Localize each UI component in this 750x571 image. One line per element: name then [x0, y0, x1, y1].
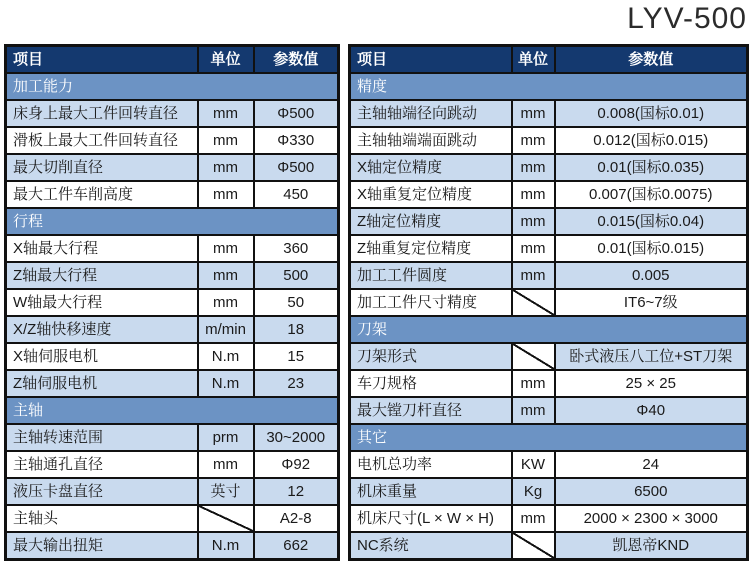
spec-row: [350, 235, 748, 262]
spec-row: [350, 397, 748, 424]
spec-row: [350, 451, 748, 478]
spec-value-cell: 30~2000: [254, 424, 339, 451]
spec-unit-cell: mm: [198, 127, 254, 154]
spec-row: [6, 181, 339, 208]
spec-label-cell: 加工工件尺寸精度: [350, 289, 512, 316]
section-header-row: [350, 73, 748, 100]
spec-row: [350, 505, 748, 532]
spec-value-cell: 50: [254, 289, 339, 316]
spec-row: [6, 370, 339, 397]
spec-label-cell: 最大工件车削高度: [6, 181, 198, 208]
spec-value-cell: 15: [254, 343, 339, 370]
section-header-label: 加工能力: [6, 73, 339, 100]
spec-row: [6, 262, 339, 289]
spec-label-cell: 液压卡盘直径: [6, 478, 198, 505]
spec-row: [350, 478, 748, 505]
spec-row: [6, 316, 339, 343]
column-header-value: 参数值: [254, 46, 339, 74]
spec-value-cell: A2-8: [254, 505, 339, 532]
spec-unit-cell: N.m: [198, 532, 254, 560]
spec-unit-cell: mm: [512, 370, 555, 397]
spec-row: [350, 100, 748, 127]
spec-value-cell: 662: [254, 532, 339, 560]
spec-label-cell: 滑板上最大工件回转直径: [6, 127, 198, 154]
spec-value-cell: Φ330: [254, 127, 339, 154]
section-header-row: [350, 316, 748, 343]
spec-label-cell: 加工工件圆度: [350, 262, 512, 289]
spec-label-cell: X轴伺服电机: [6, 343, 198, 370]
spec-row: [6, 532, 339, 560]
spec-unit-cell: KW: [512, 451, 555, 478]
spec-row: [6, 343, 339, 370]
spec-row: [350, 370, 748, 397]
spec-value-cell: 凯恩帝KND: [555, 532, 748, 560]
spec-value-cell: Φ40: [555, 397, 748, 424]
spec-row: [350, 289, 748, 316]
column-header-item: 项目: [6, 46, 198, 74]
spec-unit-cell: m/min: [198, 316, 254, 343]
section-header-label: 其它: [350, 424, 748, 451]
spec-unit-cell: mm: [512, 235, 555, 262]
spec-label-cell: W轴最大行程: [6, 289, 198, 316]
spec-value-cell: IT6~7级: [555, 289, 748, 316]
section-header-row: [6, 208, 339, 235]
spec-value-cell: Φ92: [254, 451, 339, 478]
spec-row: [6, 289, 339, 316]
table-header-row: [350, 46, 748, 74]
spec-label-cell: X轴最大行程: [6, 235, 198, 262]
spec-label-cell: 机床重量: [350, 478, 512, 505]
spec-label-cell: 刀架形式: [350, 343, 512, 370]
spec-unit-cell: mm: [198, 181, 254, 208]
section-header-row: [350, 424, 748, 451]
spec-value-cell: 0.015(国标0.04): [555, 208, 748, 235]
column-header-unit: 单位: [198, 46, 254, 74]
column-header-value: 参数值: [555, 46, 748, 74]
table-header-row: [6, 46, 339, 74]
page-title: LYV-500: [627, 2, 747, 35]
spec-row: [6, 424, 339, 451]
spec-row: [6, 154, 339, 181]
spec-unit-cell: mm: [512, 397, 555, 424]
spec-label-cell: Z轴定位精度: [350, 208, 512, 235]
spec-value-cell: 24: [555, 451, 748, 478]
spec-value-cell: 360: [254, 235, 339, 262]
column-header-item: 项目: [350, 46, 512, 74]
spec-label-cell: 主轴头: [6, 505, 198, 532]
section-header-label: 精度: [350, 73, 748, 100]
spec-unit-cell: mm: [198, 235, 254, 262]
spec-value-cell: 0.01(国标0.035): [555, 154, 748, 181]
right-spec-table: [348, 44, 749, 561]
spec-row: [350, 154, 748, 181]
spec-unit-cell: mm: [198, 262, 254, 289]
spec-unit-cell: Kg: [512, 478, 555, 505]
spec-row: [6, 451, 339, 478]
column-header-unit: 单位: [512, 46, 555, 74]
spec-label-cell: 主轴轴端径向跳动: [350, 100, 512, 127]
spec-label-cell: 最大切削直径: [6, 154, 198, 181]
spec-value-cell: 500: [254, 262, 339, 289]
spec-label-cell: 主轴通孔直径: [6, 451, 198, 478]
spec-row: [350, 127, 748, 154]
spec-label-cell: 主轴轴端端面跳动: [350, 127, 512, 154]
spec-unit-cell: N.m: [198, 343, 254, 370]
spec-row: [6, 100, 339, 127]
spec-label-cell: Z轴重复定位精度: [350, 235, 512, 262]
spec-unit-cell: mm: [198, 451, 254, 478]
spec-value-cell: 12: [254, 478, 339, 505]
spec-label-cell: X轴重复定位精度: [350, 181, 512, 208]
spec-unit-cell-slash: [512, 532, 555, 560]
section-header-label: 刀架: [350, 316, 748, 343]
spec-label-cell: NC系统: [350, 532, 512, 560]
spec-value-cell: 6500: [555, 478, 748, 505]
spec-value-cell: 卧式液压八工位+ST刀架: [555, 343, 748, 370]
spec-label-cell: X轴定位精度: [350, 154, 512, 181]
spec-value-cell: 0.007(国标0.0075): [555, 181, 748, 208]
spec-unit-cell: mm: [198, 289, 254, 316]
spec-unit-cell-slash: [512, 343, 555, 370]
spec-label-cell: Z轴最大行程: [6, 262, 198, 289]
spec-unit-cell: mm: [198, 154, 254, 181]
spec-unit-cell: 英寸: [198, 478, 254, 505]
spec-label-cell: X/Z轴快移速度: [6, 316, 198, 343]
spec-unit-cell: mm: [512, 208, 555, 235]
spec-unit-cell: prm: [198, 424, 254, 451]
spec-value-cell: 0.012(国标0.015): [555, 127, 748, 154]
spec-unit-cell: mm: [512, 154, 555, 181]
spec-value-cell: Φ500: [254, 154, 339, 181]
spec-value-cell: 25 × 25: [555, 370, 748, 397]
spec-unit-cell: mm: [512, 181, 555, 208]
spec-unit-cell: N.m: [198, 370, 254, 397]
spec-value-cell: 23: [254, 370, 339, 397]
spec-row: [6, 478, 339, 505]
spec-value-cell: 0.005: [555, 262, 748, 289]
spec-row: [6, 127, 339, 154]
spec-row: [350, 532, 748, 560]
spec-label-cell: 机床尺寸(L × W × H): [350, 505, 512, 532]
spec-unit-cell: mm: [198, 100, 254, 127]
spec-label-cell: 电机总功率: [350, 451, 512, 478]
spec-value-cell: Φ500: [254, 100, 339, 127]
section-header-label: 行程: [6, 208, 339, 235]
spec-row: [6, 505, 339, 532]
spec-value-cell: 450: [254, 181, 339, 208]
spec-value-cell: 0.008(国标0.01): [555, 100, 748, 127]
spec-label-cell: 床身上最大工件回转直径: [6, 100, 198, 127]
section-header-label: 主轴: [6, 397, 339, 424]
spec-row: [350, 208, 748, 235]
spec-row: [350, 262, 748, 289]
spec-row: [350, 343, 748, 370]
left-spec-table: [4, 44, 340, 561]
spec-label-cell: 最大镗刀杆直径: [350, 397, 512, 424]
spec-label-cell: Z轴伺服电机: [6, 370, 198, 397]
spec-label-cell: 最大输出扭矩: [6, 532, 198, 560]
spec-unit-cell: mm: [512, 100, 555, 127]
spec-value-cell: 2000 × 2300 × 3000: [555, 505, 748, 532]
spec-unit-cell-slash: [198, 505, 254, 532]
spec-row: [350, 181, 748, 208]
spec-row: [6, 235, 339, 262]
spec-unit-cell: mm: [512, 127, 555, 154]
spec-value-cell: 0.01(国标0.015): [555, 235, 748, 262]
section-header-row: [6, 73, 339, 100]
spec-value-cell: 18: [254, 316, 339, 343]
spec-unit-cell: mm: [512, 505, 555, 532]
spec-unit-cell: mm: [512, 262, 555, 289]
section-header-row: [6, 397, 339, 424]
spec-unit-cell-slash: [512, 289, 555, 316]
spec-label-cell: 车刀规格: [350, 370, 512, 397]
spec-label-cell: 主轴转速范围: [6, 424, 198, 451]
